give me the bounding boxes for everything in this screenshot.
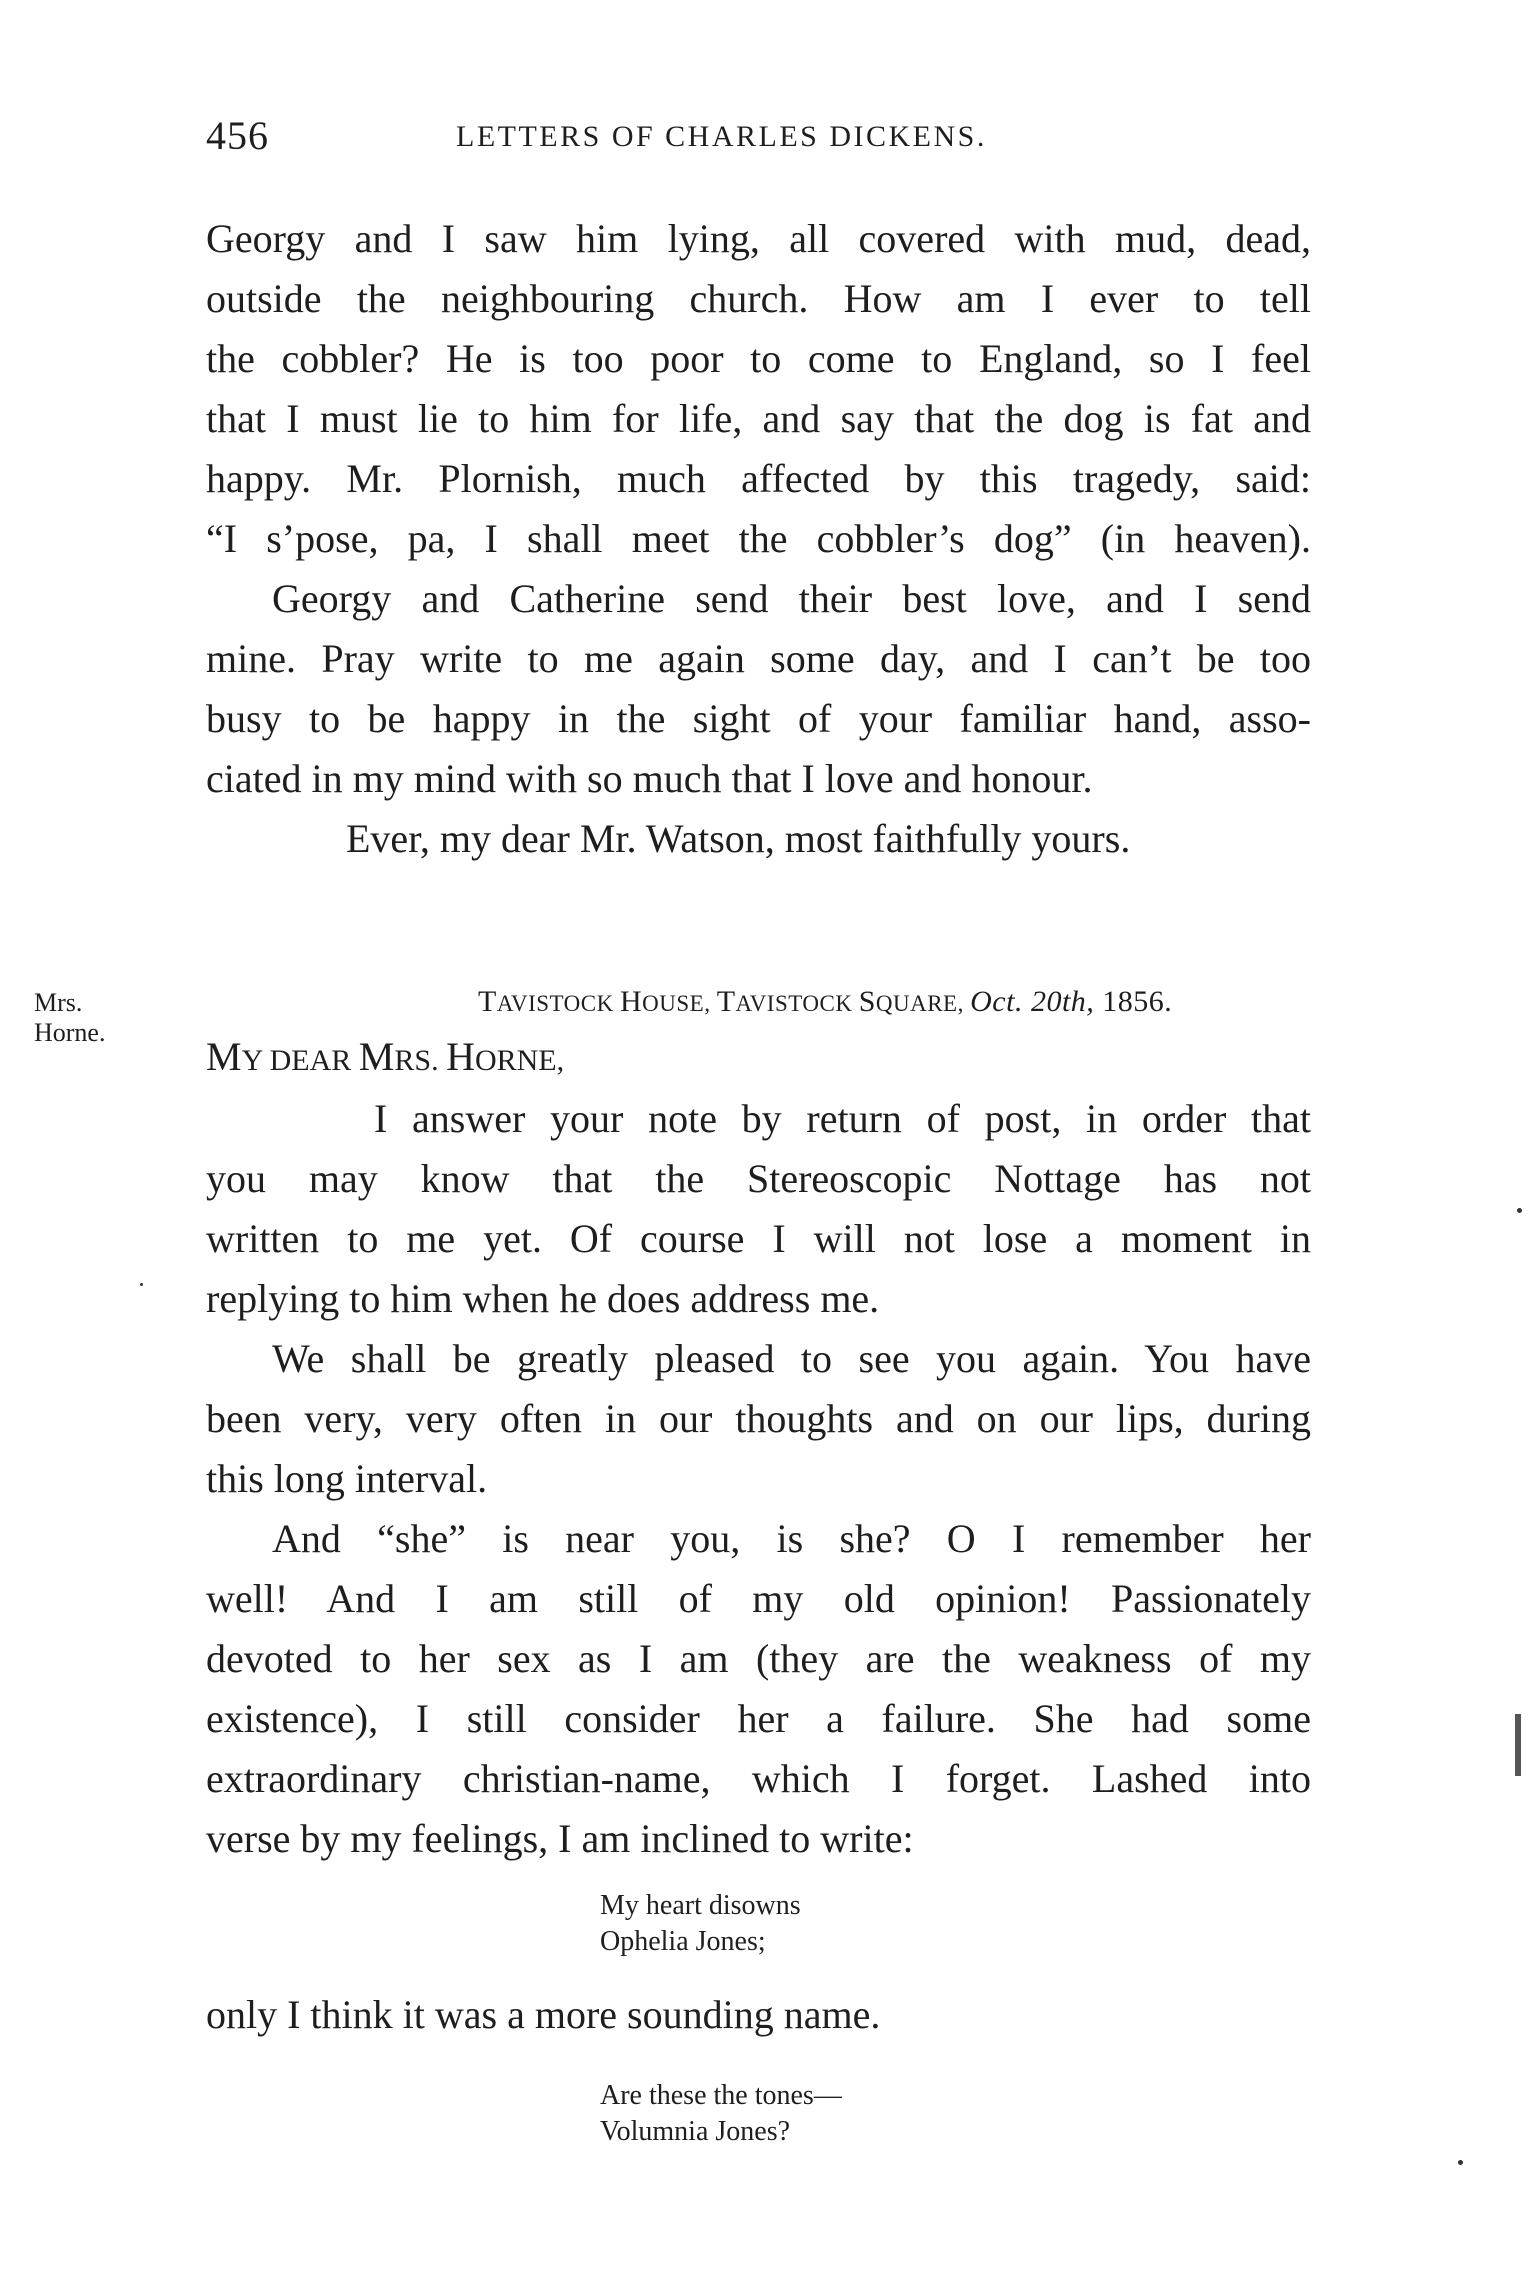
scan-speck bbox=[1458, 2160, 1463, 2165]
scan-mark bbox=[1515, 1714, 1521, 1776]
verse-line: Are these the tones— bbox=[600, 2080, 842, 2111]
letterhead-part: S bbox=[858, 985, 876, 1018]
salutation-part: RS. bbox=[394, 1044, 447, 1077]
salutation bbox=[206, 1032, 564, 1086]
salutation-part: ORNE, bbox=[474, 1044, 565, 1077]
text-line: replying to him when he does address me. bbox=[206, 1276, 880, 1321]
letter-date: Oct. 20th, bbox=[970, 985, 1095, 1018]
text-line: verse by my feelings, I am inclined to write: bbox=[206, 1816, 914, 1861]
letter-year: 1856. bbox=[1094, 985, 1173, 1018]
text-line: busy to be happy in the sight of your familiar hand, asso- bbox=[206, 696, 1311, 741]
text-line: mine. Pray write to me again some day, and I can’t be too bbox=[206, 636, 1311, 681]
text-line: well! And I am still of my old opinion! Passionately bbox=[206, 1576, 1311, 1621]
verse-block bbox=[600, 2078, 842, 2150]
page-number: 456 bbox=[206, 113, 269, 158]
text-line: you may know that the Stereoscopic Nottage has not bbox=[206, 1156, 1311, 1201]
text-line: ciated in my mind with so much that I love and honour. bbox=[206, 756, 1093, 801]
letterhead-part: H bbox=[619, 985, 643, 1018]
letterhead-part: AVISTOCK bbox=[735, 991, 859, 1016]
margin-note bbox=[34, 988, 105, 1048]
scan-speck bbox=[1517, 1208, 1522, 1213]
salutation-part: Y DEAR bbox=[241, 1044, 359, 1077]
verse-line: Ophelia Jones; bbox=[600, 1926, 766, 1957]
sign-off: Ever, my dear Mr. Watson, most faithfully yours. bbox=[346, 816, 1131, 861]
text-line: that I must lie to him for life, and say that the dog is fat and bbox=[206, 396, 1311, 441]
verse-line: Volumnia Jones? bbox=[600, 2116, 791, 2147]
margin-note-line: Mrs. bbox=[34, 988, 83, 1017]
text-line: Georgy and I saw him lying, all covered with mud, dead, bbox=[206, 216, 1311, 261]
salutation-part: H bbox=[446, 1034, 475, 1079]
verse-line: My heart disowns bbox=[600, 1890, 801, 1921]
paragraph-start-line: And “she” is near you, is she? O I remember her bbox=[272, 1516, 1311, 1561]
running-title: LETTERS OF CHARLES DICKENS. bbox=[456, 120, 987, 153]
salutation-part: M bbox=[206, 1034, 242, 1079]
paragraph-start-line: We shall be greatly pleased to see you again. You have bbox=[272, 1336, 1311, 1381]
text-line: written to me yet. Of course I will not lose a moment in bbox=[206, 1216, 1311, 1261]
letterhead-part: T bbox=[716, 985, 736, 1018]
letterhead bbox=[478, 985, 1172, 1019]
letterhead-part: AVISTOCK bbox=[496, 991, 620, 1016]
text-line: devoted to her sex as I am (they are the weakness of my bbox=[206, 1636, 1311, 1681]
text-line: the cobbler? He is too poor to come to England, so I feel bbox=[206, 336, 1311, 381]
text-line: outside the neighbouring church. How am I ever to tell bbox=[206, 276, 1311, 321]
text-line: happy. Mr. Plornish, much affected by this tragedy, said: bbox=[206, 456, 1311, 501]
text-line: “I s’pose, pa, I shall meet the cobbler’s dog” (in heaven). bbox=[206, 516, 1311, 561]
text-line: existence), I still consider her a failure. She had some bbox=[206, 1696, 1311, 1741]
letterhead-part: T bbox=[478, 985, 497, 1018]
text-line: this long interval. bbox=[206, 1456, 488, 1501]
salutation-part: M bbox=[358, 1034, 395, 1079]
running-head bbox=[206, 112, 1311, 162]
text-line: extraordinary christian-name, which I forget. Lashed into bbox=[206, 1756, 1311, 1801]
scan-speck bbox=[140, 1283, 143, 1286]
paragraph-start-line: Georgy and Catherine send their best love, and I send bbox=[272, 576, 1311, 621]
letterhead-part: QUARE, bbox=[875, 991, 971, 1016]
letterhead-part: OUSE, bbox=[642, 991, 717, 1016]
verse-block bbox=[600, 1888, 801, 1960]
paragraph-start-line: I answer your note by return of post, in order that bbox=[374, 1096, 1311, 1141]
text-line: only I think it was a more sounding name. bbox=[206, 1992, 881, 2037]
text-line: been very, very often in our thoughts and on our lips, during bbox=[206, 1396, 1311, 1441]
margin-note-line: Horne. bbox=[34, 1018, 106, 1047]
